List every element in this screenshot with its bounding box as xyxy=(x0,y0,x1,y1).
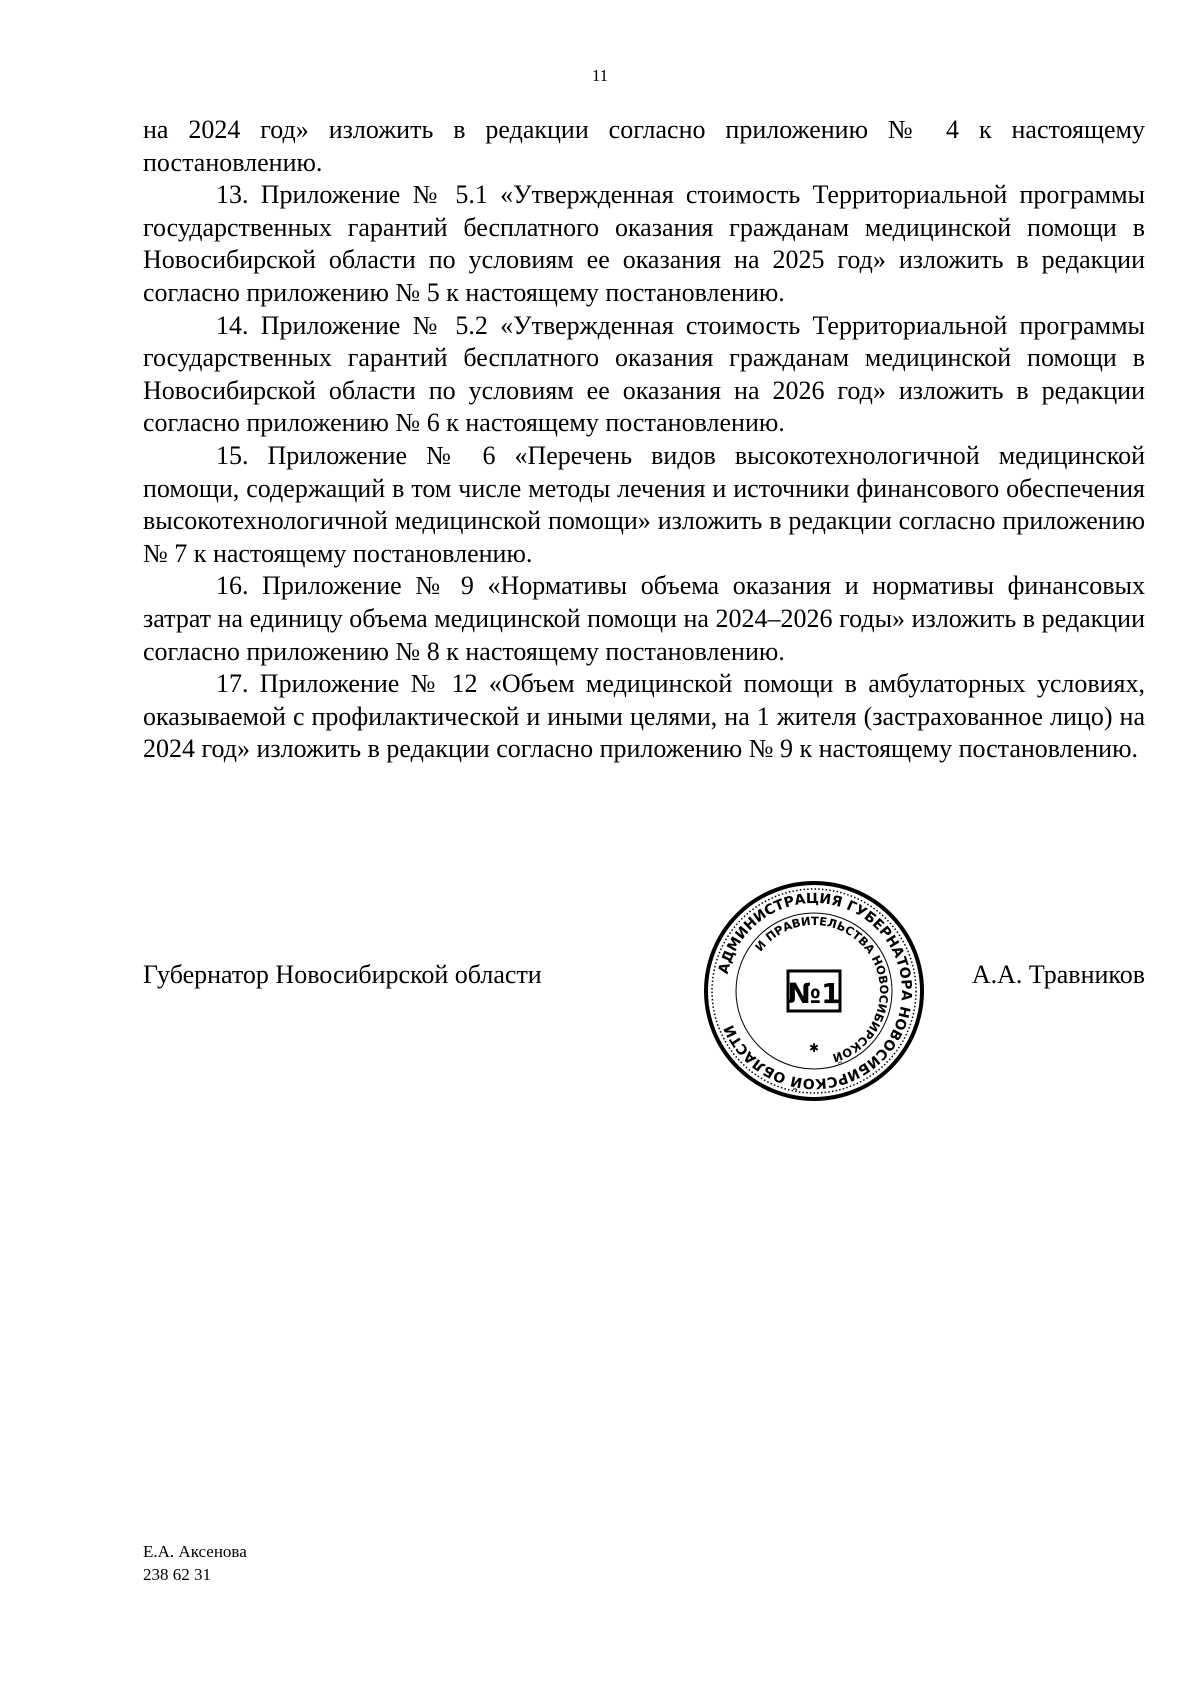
page-number: 11 xyxy=(591,66,609,85)
paragraph-item-14: 14. Приложение № 5.2 «Утвержденная стоимость Территориальной программы государственных гарантий бесплатного оказания гражданам медицинской помощи в Новосибирской области по условиям ее оказания на 2026 год» изложить в редакции согласно приложению № 6 к настоящему постановлению. xyxy=(143,310,1145,438)
paragraph-continuation: на 2024 год» изложить в редакции согласно приложению № 4 к настоящему постановлению. xyxy=(143,115,1145,177)
signatory-title: Губернатор Новосибирской области xyxy=(143,960,542,989)
paragraph-item-16: 16. Приложение № 9 «Нормативы объема оказания и нормативы финансовых затрат на единицу объема медицинской помощи на 2024–2026 годы» изложить в редакции согласно приложению № 8 к настоящему постановлению. xyxy=(143,571,1145,666)
executor-name: Е.А. Аксенова xyxy=(143,1542,247,1561)
signature-block xyxy=(143,960,1145,1000)
official-seal xyxy=(703,880,925,1102)
signatory-name: А.А. Травников xyxy=(971,960,1145,989)
executor-block xyxy=(143,1540,247,1586)
seal-inner-text: И ПРАВИТЕЛЬСТВА НОВОСИБИРСКОЙ xyxy=(752,913,892,1066)
seal-star-icon: ✱ xyxy=(808,1041,820,1055)
executor-phone: 238 62 31 xyxy=(143,1565,211,1584)
paragraph-item-17: 17. Приложение № 12 «Объем медицинской помощи в амбулаторных условиях, оказываемой с профилактической и иными целями, на 1 жителя (застрахованное лицо) на 2024 год» изложить в редакции согласно приложению № 9 к настоящему постановлению. xyxy=(143,669,1145,764)
paragraph-item-15: 15. Приложение № 6 «Перечень видов высокотехнологичной медицинской помощи, содержащий в том числе методы лечения и источники финансового обеспечения высокотехнологичной медицинской помощи» изложить в редакции согласно приложению № 7 к настоящему постановлению. xyxy=(143,440,1145,568)
seal-outer-text: АДМИНИСТРАЦИЯ ГУБЕРНАТОРА НОВОСИБИРСКОЙ ОБЛАСТИ xyxy=(715,890,915,1092)
document-body xyxy=(143,114,1145,766)
seal-center-number: №1 xyxy=(787,977,841,1010)
paragraph-item-13: 13. Приложение № 5.1 «Утвержденная стоимость Территориальной программы государственных гарантий бесплатного оказания гражданам медицинской помощи в Новосибирской области по условиям ее оказания на 2025 год» изложить в редакции согласно приложению № 5 к настоящему постановлению. xyxy=(143,180,1145,307)
